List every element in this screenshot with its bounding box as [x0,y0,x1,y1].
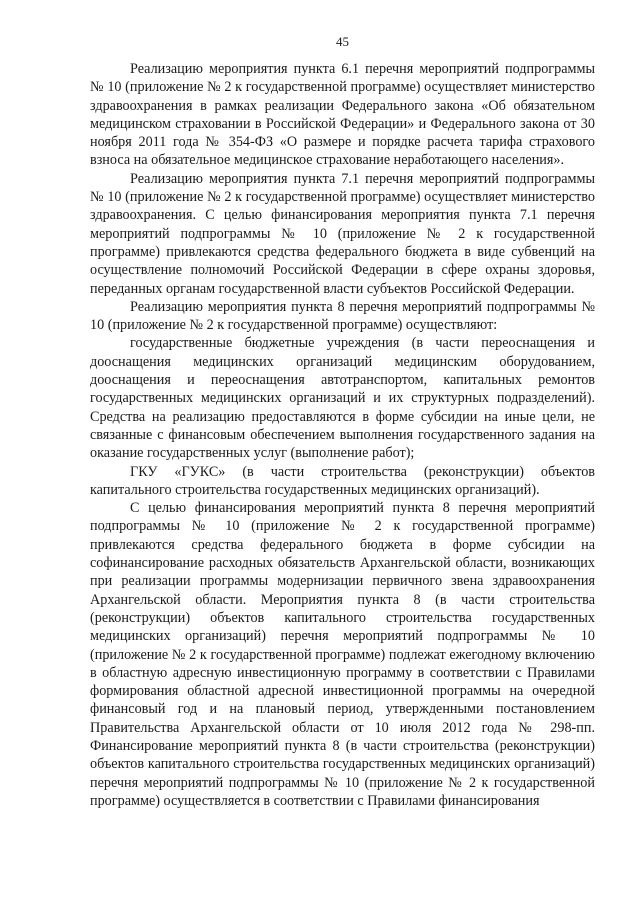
paragraph-3: Реализацию мероприятия пункта 8 перечня мероприятий подпрограммы № 10 (приложение № 2 к государственной программе) осуществляют: [90,298,595,334]
paragraph-4: государственные бюджетные учреждения (в части переоснащения и дооснащения медицинских организаций медицинским оборудованием, дооснащения и переоснащения автотранспортом, капитальных ремонтов государственных медицинских организаций и их структурных подразделений). Средства на реализацию предоставляются в форме субсидии на иные цели, не связанные с финансовым обеспечением выполнения государственного задания на оказание государственных услуг (выполнение работ); [90,335,595,462]
paragraph-2: Реализацию мероприятия пункта 7.1 перечня мероприятий подпрограммы № 10 (приложение № 2 к государственной программе) осуществляет министерство здравоохранения. С целью финансирования мероприятия пункта 7.1 перечня мероприятий подпрограммы № 10 (приложение № 2 к государственной программе) привлекаются средства федерального бюджета в виде субвенций на осуществление полномочий Российской Федерации в сфере охраны здоровья, переданных органам государственной власти субъектов Российской Федерации. [90,170,595,297]
paragraph-1: Реализацию мероприятия пункта 6.1 перечня мероприятий подпрограммы № 10 (приложение № 2 к государственной программе) осуществляет министерство здравоохранения в рамках реализации Федерального закона «Об обязательном медицинском страховании в Российской Федерации» и Федерального закона от 30 ноября 2011 года № 354-ФЗ «О размере и порядке расчета тарифа страхового взноса на обязательное медицинское страхование неработающего населения». [90,61,595,169]
page-number: 45 [336,34,349,49]
paragraph-5: ГКУ «ГУКС» (в части строительства (реконструкции) объектов капитального строительства государственных медицинских организаций). [90,463,595,498]
paragraph-6: С целью финансирования мероприятий пункта 8 перечня мероприятий подпрограммы № 10 (приложение № 2 к государственной программе) привлекаются средства федерального бюджета в форме субсидии на софинансирование расходных обязательств Архангельской области, возникающих при реализации программы модернизации первичного звена здравоохранения Архангельской области. Мероприятия пункта 8 (в части строительства (реконструкции) объектов капитального строительства государственных медицинских организаций) перечня мероприятий подпрограммы № 10 (приложение № 2 к государственной программе) подлежат ежегодному включению в областную адресную инвестиционную программу в соответствии с Правилами формирования областной адресной инвестиционной программы на очередной финансовый год и на плановый период, утвержденными постановлением Правительства Архангельской области от 10 июля 2012 года № 298-пп. Финансирование мероприятий пункта 8 (в части строительства (реконструкции) объектов капитального строительства государственных медицинских организаций) перечня мероприятий подпрограммы № 10 (приложение № 2 к государственной программе) осуществляется в соответствии с Правилами финансирования [90,500,595,809]
